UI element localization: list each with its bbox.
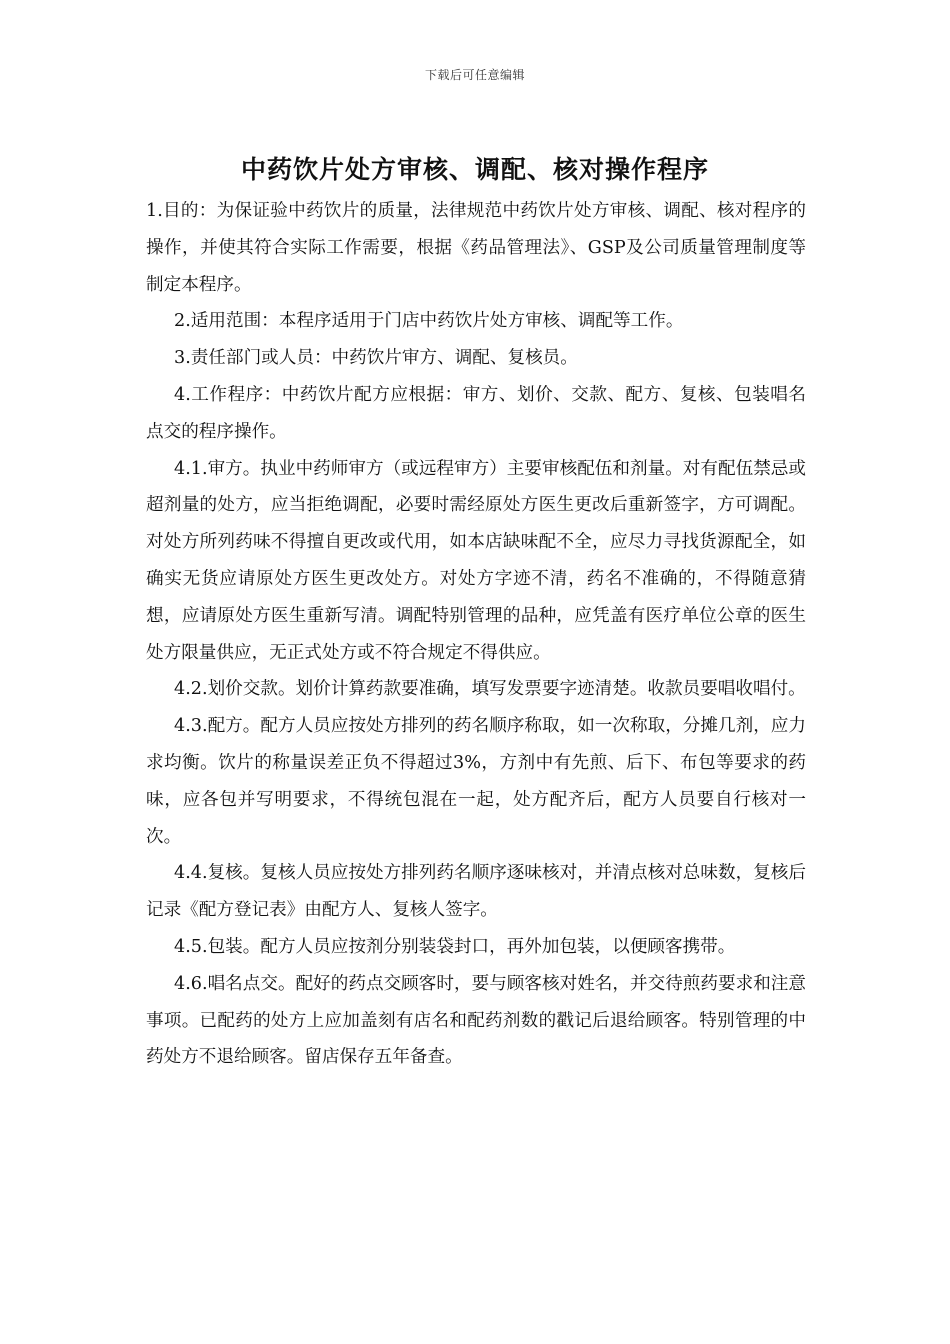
paragraph-pricing: 4.2.划价交款。划价计算药款要准确，填写发票要字迹清楚。收款员要唱收唱付。	[174, 679, 806, 700]
paragraph-purpose: 1.目的：为保证验中药饮片的质量，法律规范中药饮片处方审核、调配、核对程序的操作，并使其符合实际工作需要，根据《药品管理法》、GSP及公司质量管理制度等制定本程序。	[146, 201, 806, 295]
paragraph-recheck: 4.4.复核。复核人员应按处方排列药名顺序逐味核对，并清点核对总味数，复核后记录《配方登记表》由配方人、复核人签字。	[146, 863, 806, 921]
document-title: 中药饮片处方审核、调配、核对操作程序	[240, 155, 709, 184]
page-header-note: 下载后可任意编辑	[424, 68, 525, 82]
paragraph-scope: 2.适用范围：本程序适用于门店中药饮片处方审核、调配等工作。	[174, 311, 684, 332]
paragraph-review: 4.1.审方。执业中药师审方（或远程审方）主要审核配伍和剂量。对有配伍禁忌或超剂量的处方，应当拒绝调配，必要时需经原处方医生更改后重新签字，方可调配。对处方所列药味不得擅自更改或代用，如本店缺味配不全，应尽力寻找货源配全，如确实无货应请原处方医生更改处方。对处方字迹不清，药名不准确的，不得随意猜想，应请原处方医生重新写清。调配特别管理的品种，应凭盖有医疗单位公章的医生处方限量供应，无正式处方或不符合规定不得供应。	[146, 458, 806, 663]
paragraph-responsibility: 3.责任部门或人员：中药饮片审方、调配、复核员。	[174, 348, 578, 369]
paragraph-packaging: 4.5.包装。配方人员应按剂分别装袋封口，再外加包装，以便顾客携带。	[174, 936, 736, 957]
paragraph-procedure: 4.工作程序：中药饮片配方应根据：审方、划价、交款、配方、复核、包装唱名点交的程序操作。	[146, 384, 806, 442]
paragraph-handover: 4.6.唱名点交。配好的药点交顾客时，要与顾客核对姓名，并交待煎药要求和注意事项。已配药的处方上应加盖刻有店名和配药剂数的戳记后退给顾客。特别管理的中药处方不退给顾客。留店保存五年备查。	[146, 973, 806, 1068]
document-body	[146, 193, 806, 1076]
paragraph-dispensing: 4.3.配方。配方人员应按处方排列的药名顺序称取，如一次称取，分摊几剂，应力求均衡。饮片的称量误差正负不得超过3%，方剂中有先煎、后下、布包等要求的药味，应各包并写明要求，不得统包混在一起，处方配齐后，配方人员要自行核对一次。	[146, 716, 806, 847]
